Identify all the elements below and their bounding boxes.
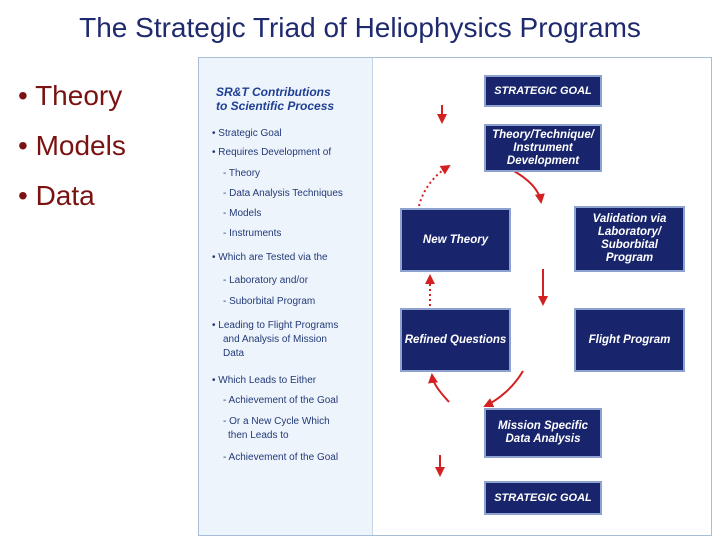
bullet-list [18, 76, 126, 226]
sidebar-item: • Which Leads to Either [212, 375, 317, 386]
validation-box: Validation via Laboratory/ Suborbital Program [574, 206, 685, 272]
slide-title: The Strategic Triad of Heliophysics Programs [79, 12, 641, 43]
sidebar-item: then Leads to [228, 430, 289, 441]
sidebar-item: - Instruments [223, 228, 282, 239]
sidebar-title-line1: SR&T Contributions [216, 85, 331, 99]
arrow-mission-to-refined [432, 375, 449, 402]
flight-program-box: Flight Program [574, 308, 685, 372]
arrow-flight-to-mission [485, 371, 523, 406]
sidebar-item: - Models [223, 208, 262, 219]
sidebar-item: • Leading to Flight Programs [212, 320, 339, 331]
bullet-models: • Models [18, 130, 126, 161]
bullet-theory: • Theory [18, 80, 123, 111]
mission-analysis-box: Mission Specific Data Analysis [484, 408, 602, 458]
sidebar-item: - Or a New Cycle Which [223, 416, 330, 427]
sidebar-item: - Suborbital Program [223, 296, 316, 307]
sidebar-item: - Theory [223, 168, 261, 179]
sidebar-item: - Achievement of the Goal [223, 395, 339, 406]
sidebar-item: • Strategic Goal [212, 128, 282, 139]
bullet-data: • Data [18, 180, 95, 211]
sidebar-item: • Which are Tested via the [212, 252, 328, 263]
new-theory-box: New Theory [400, 208, 511, 272]
srt-figure-panel [198, 57, 712, 536]
sidebar-item: • Requires Development of [212, 147, 332, 158]
sidebar-item: Data [223, 348, 245, 359]
arrow-new-theory-to-development [419, 166, 449, 206]
sidebar-item: and Analysis of Mission [223, 334, 327, 345]
sidebar-item: - Achievement of the Goal [223, 452, 339, 463]
sidebar-item: - Data Analysis Techniques [223, 188, 343, 199]
process-flow [373, 58, 711, 535]
strategic-goal-top-box: STRATEGIC GOAL [484, 75, 602, 107]
theory-development-box: Theory/Technique/ Instrument Development [484, 124, 602, 172]
sidebar-title [216, 85, 334, 113]
refined-questions-box: Refined Questions [400, 308, 511, 372]
sidebar [199, 58, 373, 535]
strategic-goal-bottom-box: STRATEGIC GOAL [484, 481, 602, 515]
sidebar-item: - Laboratory and/or [223, 275, 309, 286]
sidebar-title-line2: to Scientific Process [216, 99, 335, 113]
